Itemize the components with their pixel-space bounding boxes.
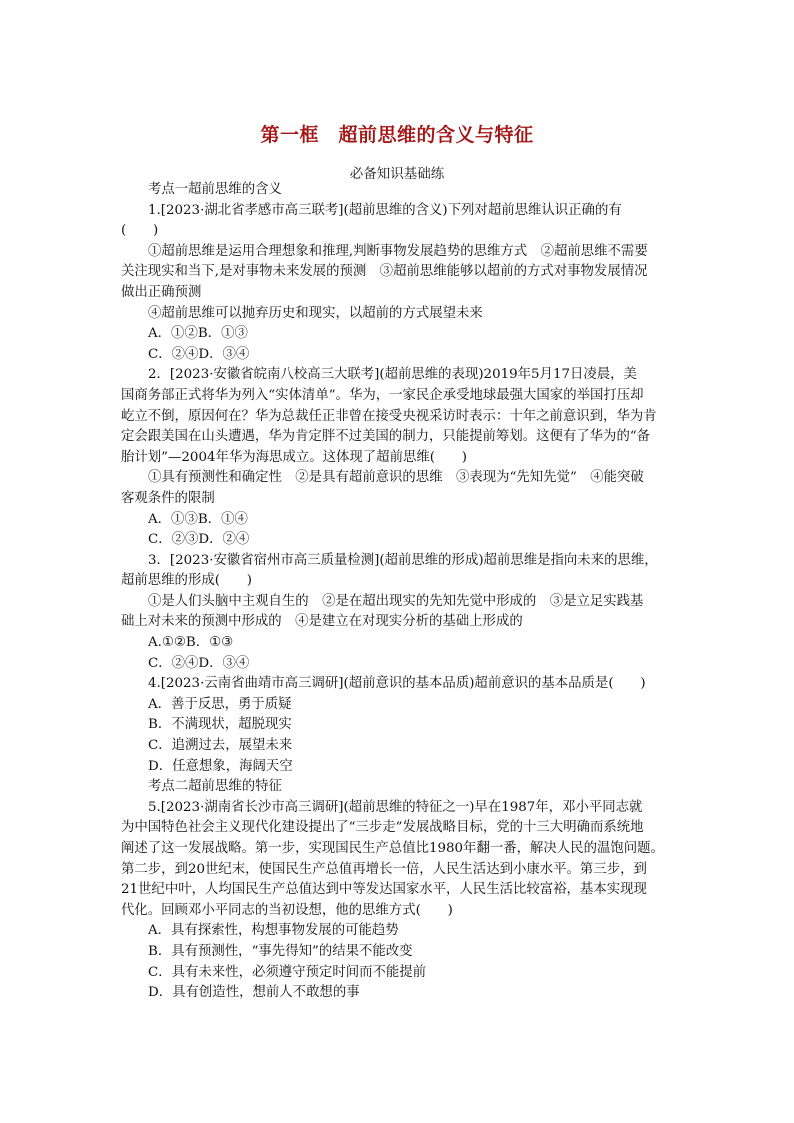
q5-stem-line3: 阐述了这一发展战略。第一步，实现国民生产总值比1980年翻一番，解决人民的温饱问题。 — [121, 841, 664, 856]
q4-option-c: C．追溯过去，展望未来 — [148, 738, 293, 754]
q4-option-b: B．不满现状，超脱现实 — [148, 717, 292, 733]
q2-stem-line1: 2．[2023·安徽省皖南八校高三大联考](超前思维的表现)2019年5月17日凌晨，美 — [148, 367, 637, 383]
q2-statements-line2: 客观条件的限制 — [121, 490, 215, 506]
topic-heading-2: 考点二超前思维的特征 — [148, 779, 282, 795]
q3-statements-line2: 础上对未来的预测中形成的 ④是建立在对现实分析的基础上形成的 — [121, 614, 523, 630]
topic-heading-1: 考点一超前思维的含义 — [148, 182, 282, 197]
q1-stem: 1.[2023·湖北省孝感市高三联考](超前思维的含义)下列对超前思维认识正确的有 — [148, 202, 622, 218]
q5-stem-line6: 代化。回顾邓小平同志的当初设想，他的思维方式( ) — [121, 902, 453, 918]
q5-stem-line1: 5.[2023·湖南省长沙市高三调研](超前思维的特征之一)早在1987年，邓小平同志就 — [148, 799, 643, 815]
q5-option-d: D．具有创造性，想前人不敢想的事 — [148, 985, 360, 1001]
q2-stem-line4: 定会跟美国在山头遭遇，华为肯定胖不过美国的制力，只能提前筹划。这便有了华为的“备 — [121, 429, 651, 445]
q3-stem-line2: 超前思维的形成( ) — [121, 573, 252, 589]
q5-option-a: A．具有探索性，构想事物发展的可能趋势 — [148, 923, 399, 939]
section-subtitle: 必备知识基础练 — [349, 166, 445, 182]
q2-stem-line5: 胎计划”—2004年华为海思成立。这体现了超前思维( ) — [121, 449, 467, 465]
q5-stem-line4: 第二步，到20世纪末，使国民生产总值再增长一倍，人民生活达到小康水平。第三步，到 — [121, 861, 647, 877]
q4-option-d: D．任意想象，海阔天空 — [148, 758, 293, 774]
q4-stem: 4.[2023·云南省曲靖市高三调研](超前意识的基本品质)超前意识的基本品质是( ) — [148, 676, 646, 692]
q5-option-b: B．具有预测性，“事先得知”的结果不能改变 — [148, 943, 413, 959]
q2-options-cd: C．②③D．②④ — [148, 532, 250, 548]
q2-stem-line3: 屹立不倒，原因何在？华为总裁任正非曾在接受央视采访时表示：十年之前意识到，华为肯 — [121, 408, 657, 424]
page-title: 第一框 超前思维的含义与特征 — [260, 124, 534, 146]
q5-stem-line5: 21世纪中叶，人均国民生产总值达到中等发达国家水平，人民生活比较富裕，基本实现现 — [121, 882, 647, 898]
q1-statement-4: ④超前思维可以抛弃历史和现实，以超前的方式展望未来 — [148, 305, 483, 321]
q1-options-cd: C．②④D．③④ — [148, 346, 250, 362]
q3-statements-line1: ①是人们头脑中主观自生的 ②是在超出现实的先知先觉中形成的 ③是立足实践基 — [148, 593, 644, 609]
q3-options-cd: C．②④D．③④ — [148, 655, 250, 671]
q5-stem-line2: 为中国特色社会主义现代化建设提出了“三步走”发展战略目标，党的十三大明确而系统地 — [121, 820, 644, 836]
q2-stem-line2: 国商务部正式将华为列入“实体清单”。华为，一家民企承受地球最强大国家的举国打压却 — [121, 387, 644, 403]
q1-statements-line1: ①超前思维是运用合理想象和推理,判断事物发展趋势的思维方式 ②超前思维不需要 — [148, 243, 648, 259]
q5-option-c: C．具有未来性，必须遵守预定时间而不能提前 — [148, 964, 427, 980]
document-body — [121, 180, 677, 1004]
q1-statements-line2: 关注现实和当下,是对事物未来发展的预测 ③超前思维能够以超前的方式对事物发展情况 — [121, 264, 648, 280]
q4-option-a: A．善于反思，勇于质疑 — [148, 696, 292, 712]
q2-statements-line1: ①具有预测性和确定性 ②是具有超前意识的思维 ③表现为“先知先觉” ④能突破 — [148, 470, 644, 486]
q1-answer-bracket: ( ) — [121, 223, 159, 239]
q1-statements-line3: 做出正确预测 — [121, 284, 202, 300]
q2-options-ab: A．①③B．①④ — [148, 511, 248, 527]
q3-options-ab: A.①②B．①③ — [148, 635, 234, 651]
q1-options-ab: A．①②B．①③ — [148, 326, 248, 342]
q3-stem-line1: 3．[2023·安徽省宿州市高三质量检测](超前思维的形成)超前思维是指向未来的思维， — [148, 552, 658, 568]
